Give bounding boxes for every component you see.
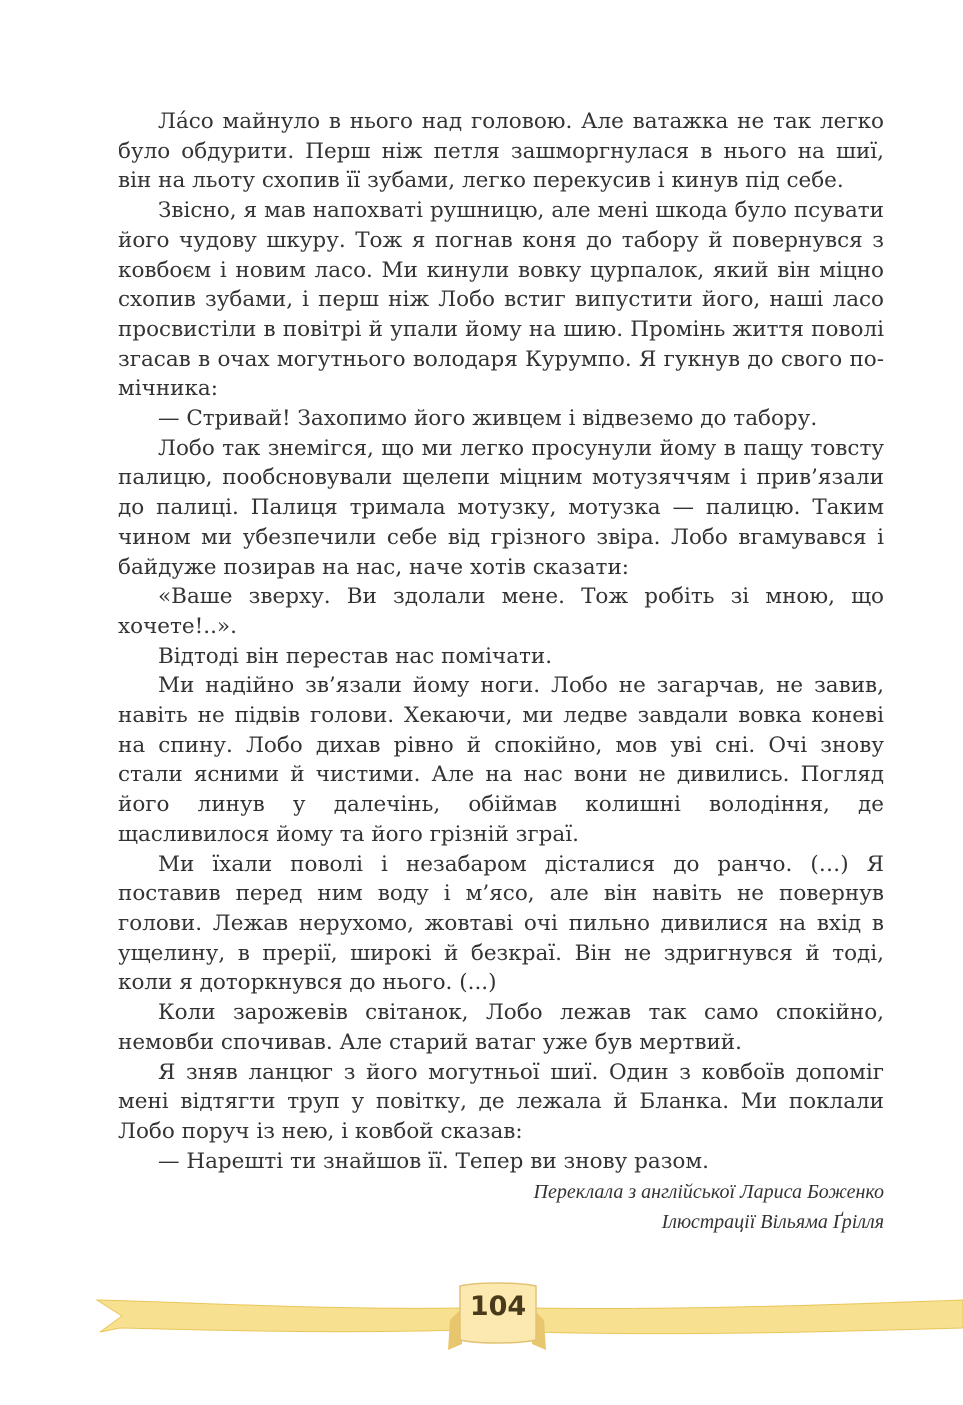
paragraph-9: Коли зарожевів світанок, Лобо лежав так само спокійно, немовби спочивав. Але старий ватаг уже був мертвий. [118,1000,884,1055]
ribbon-right [532,1300,963,1334]
paragraph-4: Лобо так знемігся, що ми легко просунули йому в пащу товсту палицю, пообсновували щелепи міцним мотузяччям і прив’язали до палиці. Палиця тримала мотузку, мотузка — палицю. Таким чином ми убезпечили себе від грізного звіра. Лобо вгамувався і байдуже позирав на нас, наче хотів сказати: [118,435,884,580]
paragraph-7: Ми надійно зв’язали йому ноги. Лобо не загарчав, не завив, навіть не підвів голови. Хекаючи, ми ледве завдали вовка коневі на спину. Лобо дихав рівно й спокійно, мов уві сні. Очі знову стали ясними й чистими. Але на нас вони не дивились. Погляд його линув у далечінь, обіймав колишні володіння, де щасливилося йому та його грізній зграї. [118,673,884,847]
paragraph-3: — Стривай! Захопимо його живцем і відвеземо до табору. [158,406,818,432]
paragraph-6: Відтоді він перестав нас помічати. [158,643,553,669]
illustrator-credit: Ілюстрації Вільяма Ґрілля [661,1210,884,1233]
paragraph-2: Звісно, я мав напохваті рушницю, але мені шкода було псувати його чудову шкуру. Тож я погнав коня до табору й повернувся з ковбоєм і новим ласо. Ми кинули вовку цурпалок, який він міцно схопив зубами, і перш ніж Лобо встиг випустити його, наші ласо просвистіли в повітрі й упали йому на шию. Промінь життя поволі згасав в очах могутнього володаря Курумпо. Я гукнув до свого помічника: [118,198,884,402]
paragraph-11: — Нарешті ти знайшов її. Тепер ви знову разом. [158,1148,709,1174]
paragraph-1: Ла́со майнуло в нього над головою. Але ватажка не так легко було обдурити. Перш ніж петля зашморгнулася в нього на шиї, він на льоту схопив її зубами, легко перекусив і кинув під себе. [118,109,884,194]
paragraph-10: Я зняв ланцюг з його могутньої шиї. Один з ковбоїв допоміг мені відтягти труп у повітку, де лежала й Бланка. Ми поклали Лобо поруч із нею, і ковбой сказав: [118,1059,884,1144]
ribbon-left [97,1300,462,1332]
translator-credit: Переклала з англійської Лариса Боженко [533,1181,884,1204]
page-footer [0,1270,963,1370]
paragraph-5: «Ваше зверху. Ви здолали мене. Тож робіть зі мною, що хочете!..». [118,584,884,639]
story-text [118,107,884,1237]
page-number: 104 [469,1291,527,1322]
paragraph-8: Ми їхали поволі і незабаром дісталися до ранчо. (…) Я поставив перед ним воду і м’ясо, але він навіть не повернув голови. Лежав нерухомо, жовтаві очі пильно дивилися на вхід в ущелину, в прерії, широкі й безкраї. Він не здригнувся й тоді, коли я доторкнувся до нього. (...) [118,851,884,996]
